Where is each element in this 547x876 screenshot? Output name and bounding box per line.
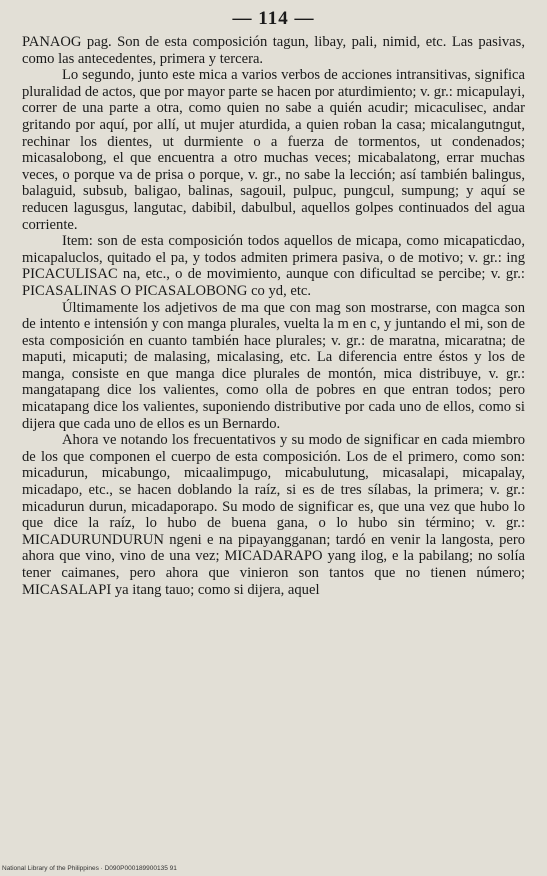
body-text <box>22 34 525 598</box>
paragraph-5: Ahora ve notando los frecuentativos y su modo de significar en cada miembro de los que componen el cuerpo de esta composición. Los de el primero, como son: micadurun, micabungo, micaalimpugo, micabulutung, micasalapi, micapalay, micadapo, etc., se hacen doblando la raíz, si es de tres sílabas, la primera; v. gr.: micadurun durun, micadaporapo. Su modo de significar es, que una vez que hubo lo que dice la raíz, lo hubo de buena gana, o lo hubo sin término; v. gr.: MICADURUNDURUN ngeni e na pipayangganan; tardó en venir la langosta, pero ahora que vino, vino de una vez; MICADARAPO yang ilog, e la pabilang; no solía tener caimanes, pero ahora que vinieron son tantos que no tienen número; MICASALAPI ya itang tauo; como si dijera, aquel <box>22 432 525 598</box>
paragraph-4: Últimamente los adjetivos de ma que con mag son mostrarse, con magca son de intento e intensión y con manga plurales, vuelta la m en c, y juntando el mi, son de esta composición en cuanto también hace plurales; v. gr.: de maratna, micaratna; de maputi, micaputi; de malasing, micalasing, etc. La diferencia entre éstos y los de manga, consiste en que manga dice plurales de montón, mica distribuye, v. gr.: mangatapang dice los valientes, como olla de pobres en que entran todos; pero micatapang dice los valientes, suponiendo distributive por cada uno de ellos, como si dijera que cada uno de ellos es un Bernardo. <box>22 299 525 432</box>
page-number: — 114 — <box>232 8 315 29</box>
paragraph-2: Lo segundo, junto este mica a varios verbos de acciones intransitivas, significa pluralidad de actos, que por mayor parte se hacen por aturdimiento; v. gr.: micapulayi, correr de una parte a otra, como quien no sabe a quién acudir; micaculisec, andar gritando por aquí, por allí, ut mujer aturdida, a quien roban la casa; micalangutngut, rechinar los dientes, ut durmiente o a fuerza de tormentos, ut condenados; micasalobong, el que encuentra a otro muchas veces; micabalatong, errar muchas veces, o porque va de prisa o porque, v. gr., no sabe la lección; así también balingus, balaguid, subsub, baligao, balinas, sagouil, pulpuc, pungcul, sumpung; y aquí se reducen lagusgus, langutac, dabibil, dabulbul, aquellos golpes continuados del agua corriente. <box>22 67 525 233</box>
scan-footer: National Library of the Philippines · D090P000189900135 91 <box>2 865 177 872</box>
paragraph-1: PANAOG pag. Son de esta composición tagun, libay, pali, nimid, etc. Las pasivas, como las antecedentes, primera y tercera. <box>22 34 525 67</box>
paragraph-3: Item: son de esta composición todos aquellos de micapa, como micapaticdao, micapaluclos, quitado el pa, y todos admiten primera pasiva, o de motivo; v. gr.: ing PICACULISAC na, etc., o de movimiento, aunque con dificultad se percibe; v. gr.: PICASALINAS O PICASALOBONG co yd, etc. <box>22 233 525 299</box>
